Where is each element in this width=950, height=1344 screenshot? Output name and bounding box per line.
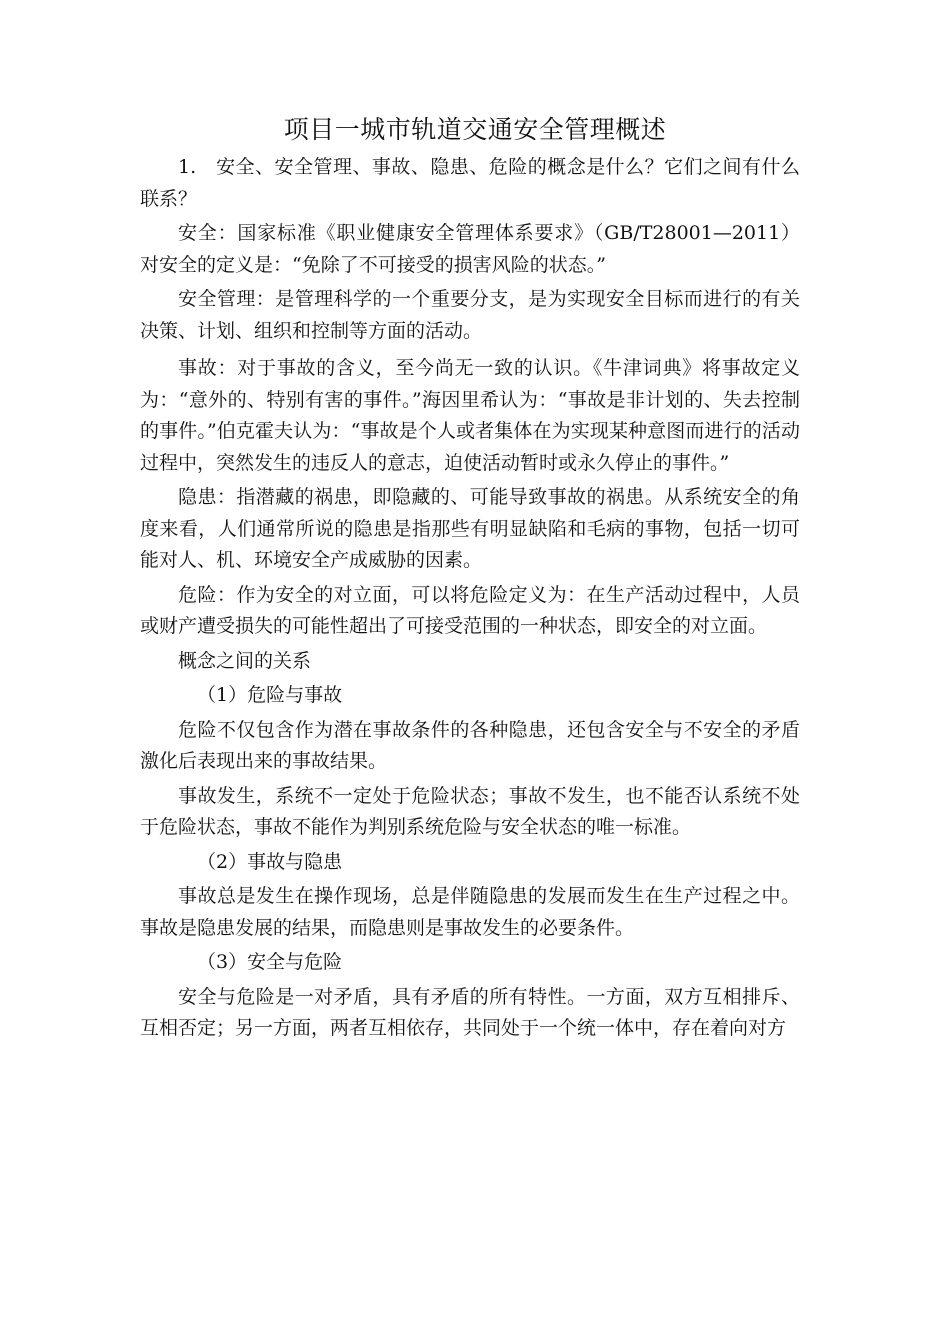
definition-danger: 危险：作为安全的对立面，可以将危险定义为：在生产活动过程中，人员或财产遭受损失的可能性超出了可接受范围的一种状态，即安全的对立面。	[140, 583, 800, 637]
definition-safety: 安全：国家标准《职业健康安全管理体系要求》（GB/T28001—2011）对安全的定义是：“免除了不可接受的损害风险的状态。”	[140, 222, 800, 276]
question-paragraph: 1. 安全、安全管理、事故、隐患、危险的概念是什么？它们之间有什么联系？	[140, 156, 800, 210]
subheading-danger-accident: （1）危险与事故	[197, 684, 343, 706]
paragraph-safety-danger: 安全与危险是一对矛盾，具有矛盾的所有特性。一方面，双方互相排斥、互相否定；另一方面，两者互相依存，共同处于一个统一体中，存在着向对方	[140, 985, 800, 1039]
paragraph-danger-accident-1: 危险不仅包含作为潜在事故条件的各种隐患，还包含安全与不安全的矛盾激化后表现出来的事故结果。	[140, 718, 800, 772]
document-title: 项目一城市轨道交通安全管理概述	[283, 115, 667, 144]
paragraph-danger-accident-2: 事故发生，系统不一定处于危险状态；事故不发生，也不能否认系统不处于危险状态，事故不能作为判别系统危险与安全状态的唯一标准。	[140, 784, 800, 838]
subheading-safety-danger: （3）安全与危险	[197, 951, 343, 973]
document-body	[140, 152, 800, 1045]
paragraph-accident-hidden-danger: 事故总是发生在操作现场，总是伴随隐患的发展而发生在生产过程之中。事故是隐患发展的结果，而隐患则是事故发生的必要条件。	[140, 885, 800, 939]
definition-hidden-danger: 隐患：指潜藏的祸患，即隐藏的、可能导致事故的祸患。从系统安全的角度来看，人们通常所说的隐患是指那些有明显缺陷和毛病的事物，包括一切可能对人、机、环境安全产成威胁的因素。	[140, 486, 800, 571]
subheading-accident-hidden-danger: （2）事故与隐患	[197, 850, 343, 873]
definition-accident: 事故：对于事故的含义，至今尚无一致的认识。《牛津词典》将事故定义为：“意外的、特别有害的事件。”海因里希认为：“事故是非计划的、失去控制的事件。”伯克霍夫认为：“事故是个人或者集体在为实现某种意图而进行的活动过程中，突然发生的违反人的意志，迫使活动暂时或永久停止的事件。”	[140, 357, 800, 474]
definition-safety-management: 安全管理：是管理科学的一个重要分支，是为实现安全目标而进行的有关决策、计划、组织和控制等方面的活动。	[140, 288, 800, 342]
section-heading-relations: 概念之间的关系	[178, 649, 312, 672]
